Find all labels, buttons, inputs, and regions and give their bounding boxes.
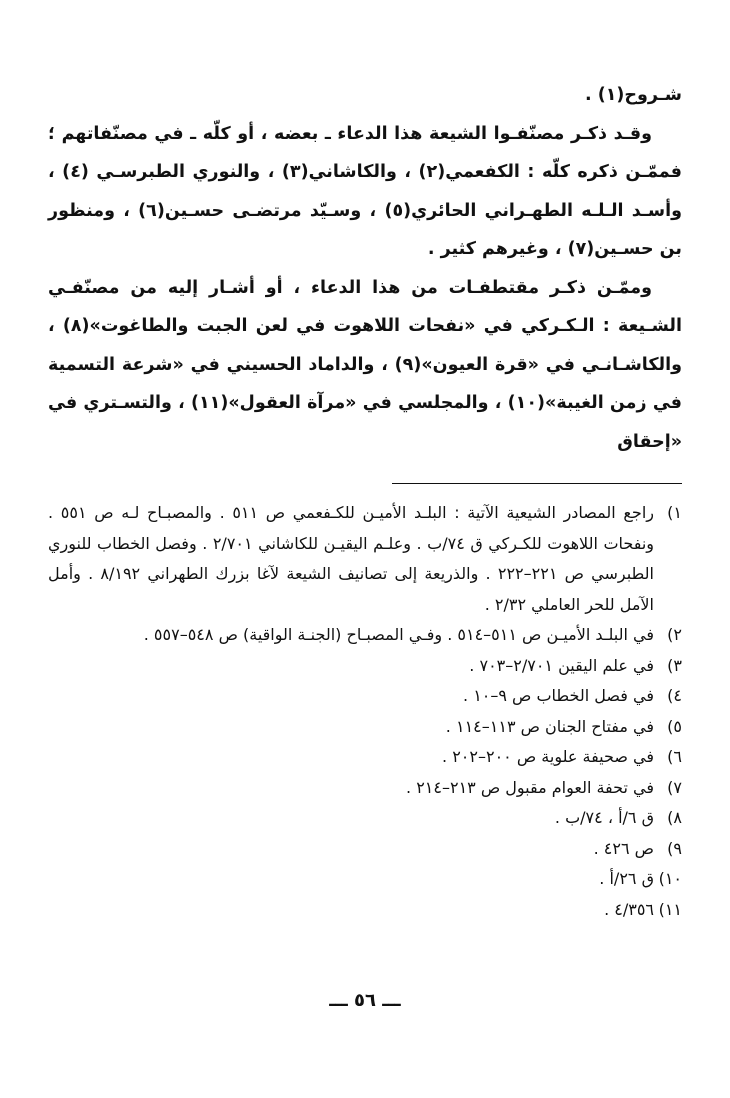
footnote-number: ٧)	[667, 777, 682, 797]
footnote-number: ١)	[667, 503, 682, 522]
footnote-number: ١٠)	[658, 869, 682, 888]
footnote-text: في صحيفة علوية ص ٢٠٠–٢٠٢ .	[442, 747, 654, 766]
footnote-text: في علم اليقين ٢/٧٠١–٧٠٣ .	[469, 655, 654, 675]
footnote-number: ٩)	[667, 838, 682, 858]
footnote	[48, 895, 682, 926]
footnote	[48, 864, 682, 895]
footnotes-list	[48, 498, 682, 925]
footnote-text: ص ٤٢٦ .	[593, 838, 654, 858]
footnote-number: ١١)	[658, 899, 682, 919]
footnote-text: راجع المصادر الشيعية الآتية : البلـد الأميـن للكـفعمي ص ٥١١ . والمصبـاح لـه ص ٥٥١ . ونفحات اللاهوت للكـركي ق ٧٤/ب . وعلـم اليقيـن للكاشاني ٢/٧٠١ . وفصل الخطاب للنوري الطبرسي ص ٢٢١–٢٢٢ . والذريعة إلى تصانيف الشيعة لآغا بزرك الطهراني ٨/١٩٢ . وأمل الآمل للحر العاملي ٢/٣٢ .	[48, 503, 655, 614]
footnote-number: ٥)	[667, 716, 682, 736]
heading-line: شـروح(١) .	[584, 85, 682, 105]
footnote	[48, 681, 682, 712]
footnote-number: ٤)	[667, 686, 682, 705]
footnote	[48, 712, 682, 743]
footnote	[48, 834, 682, 865]
footnote-text: في مفتاح الجنان ص ١١٣–١١٤ .	[445, 716, 654, 736]
footnote	[48, 742, 682, 773]
main-text	[48, 76, 682, 461]
page-number: ـــ ٥٦ ـــ	[329, 990, 401, 1011]
paragraph-2: وممّـن ذكـر مقتطفـات من هذا الدعاء ، أو أشـار إليه من مصنّفـي الشـيعة : الـكـركي في «نفحات اللاهوت في لعن الجبت والطاغوت»(٨) ، والكاشـانـي في «قرة العيون»(٩) ، والداماد الحسيني في «شرعة التسمية في زمن الغيبة»(١٠) ، والمجلسي في «مرآة العقول»(١١) ، والتسـتري في «إحقاق	[48, 277, 682, 452]
footnote-divider	[392, 483, 682, 484]
footnote-text: ق ٢٦/أ .	[599, 869, 654, 888]
footnote-number: ٦)	[667, 747, 682, 766]
footnote	[48, 498, 682, 620]
footnote-text: في فصل الخطاب ص ٩–١٠ .	[463, 686, 654, 705]
footnote	[48, 803, 682, 834]
footnote-text: في البلـد الأميـن ص ٥١١–٥١٤ . وفـي المصبـاح (الجنـة الواقية) ص ٥٤٨–٥٥٧ .	[143, 625, 654, 644]
footnote-text: ق ٦/أ ، ٧٤/ب .	[554, 808, 654, 827]
footnote	[48, 773, 682, 804]
footnote-text: في تحفة العوام مقبول ص ٢١٣–٢١٤ .	[406, 777, 654, 797]
footnote-number: ٣)	[667, 655, 682, 675]
footnote-number: ٨)	[667, 808, 682, 827]
footnote-number: ٢)	[667, 625, 682, 644]
paragraph-1: وقـد ذكـر مصنّفـوا الشيعة هذا الدعاء ـ بعضه ، أو كلّه ـ في مصنّفاتهم ؛ فممّـن ذكره كلّه : الكفعمي(٢) ، والكاشاني(٣) ، والنوري الطبرسـي (٤) ، وأسـد الـلـه الطهـراني الحائري(٥) ، وسـيّد مرتضـى حسـين(٦) ، ومنظور بن حسـين(٧) ، وغيرهم كثير .	[48, 123, 682, 259]
footnote	[48, 651, 682, 682]
footnote-text: ٤/٣٥٦ .	[604, 899, 654, 919]
footnote	[48, 620, 682, 651]
